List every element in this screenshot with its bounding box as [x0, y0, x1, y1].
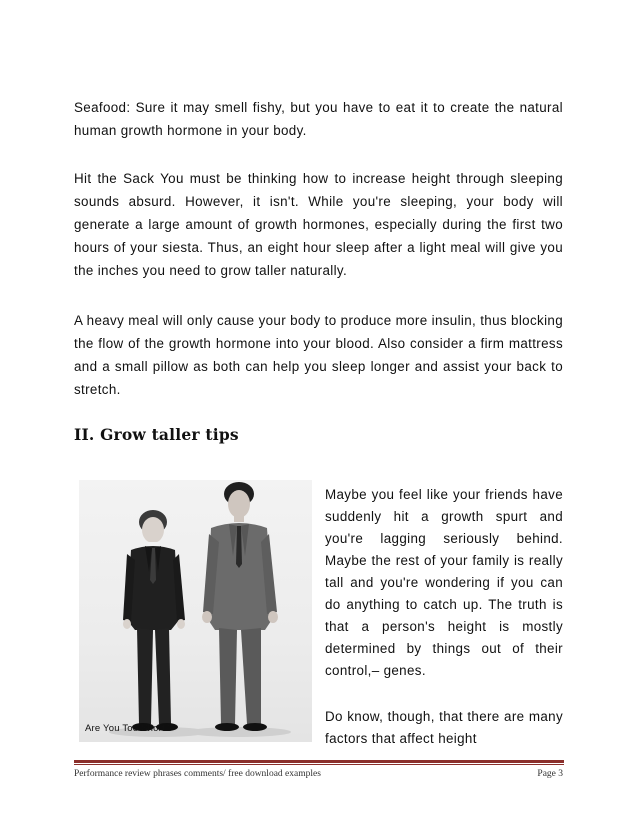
short-man-figure — [123, 510, 185, 731]
footer-rule-thin — [74, 764, 564, 765]
footer-title: Performance review phrases comments/ free download examples — [74, 769, 321, 779]
paragraph-heavy-meal: A heavy meal will only cause your body to produce more insulin, thus blocking the flow of the growth hormone into your blood. Also consider a firm mattress and a small pillow as both can help you sleep longer and assist your back to stretch. — [74, 313, 563, 397]
photo-caption: Are You Too Short ? — [85, 723, 174, 734]
section-heading: II. Grow taller tips — [74, 425, 239, 444]
footer-rule — [74, 760, 564, 763]
two-men-illustration — [79, 480, 312, 742]
page-number: Page 3 — [537, 769, 563, 779]
paragraph-hit-the-sack: Hit the Sack You must be thinking how to increase height through sleeping sounds absurd. However, it isn't. While you're sleeping, your body will generate a large amount of growth hormones, especially during the first two hours of your siesta. Thus, an eight hour sleep after a light meal will give you the inches you need to grow taller naturally. — [74, 171, 563, 278]
two-men-photo — [79, 480, 312, 742]
side-paragraph-factors: Do know, though, that there are many factors that affect height — [325, 709, 563, 746]
paragraph-seafood: Seafood: Sure it may smell fishy, but you have to eat it to create the natural human growth hormone in your body. — [74, 100, 563, 138]
tall-man-figure — [202, 482, 278, 731]
side-paragraph-growth: Maybe you feel like your friends have suddenly hit a growth spurt and you're lagging seriously behind. Maybe the rest of your family is really tall and you're wondering if you can do anything to catch up. The truth is that a person's height is mostly determined by things out of their control,– genes. — [325, 487, 563, 678]
